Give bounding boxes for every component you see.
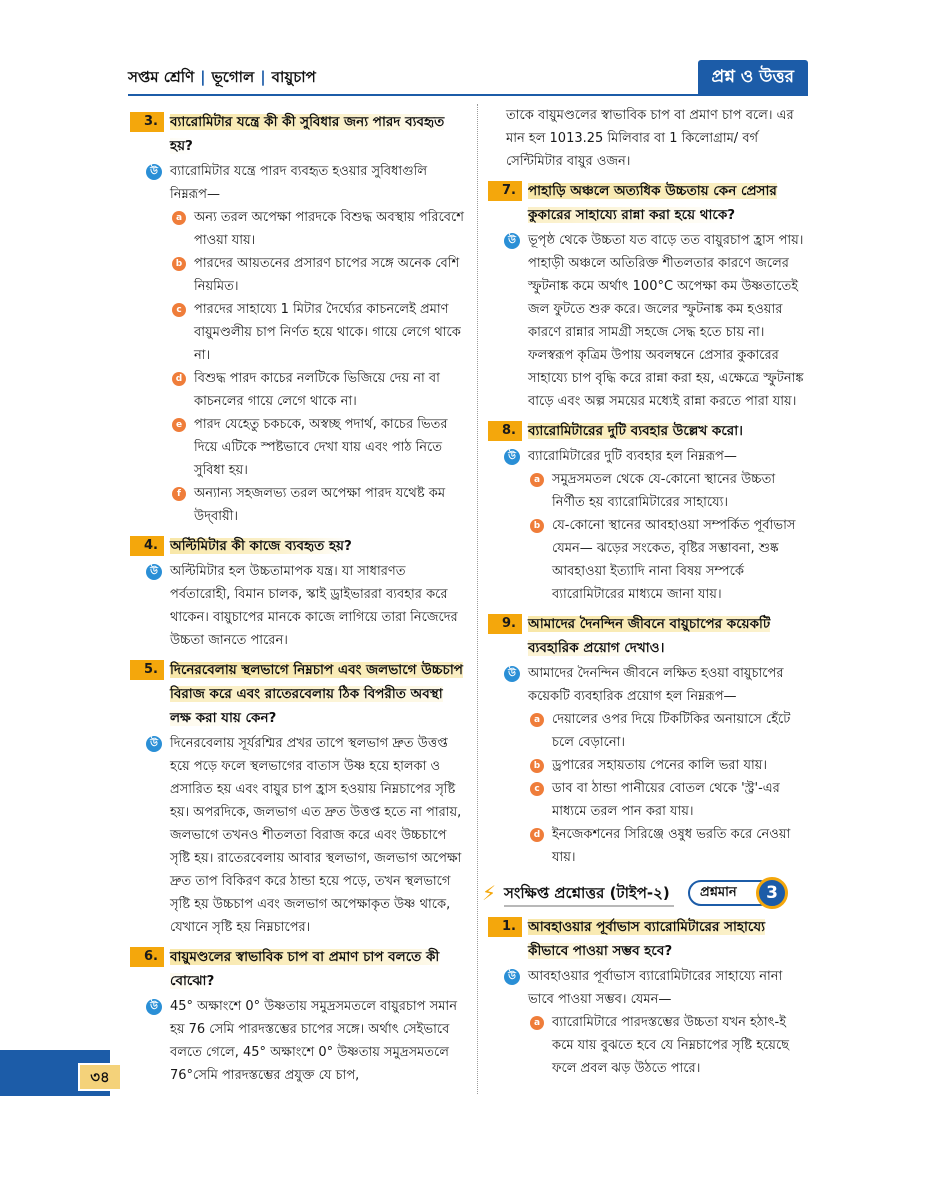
question-text: বায়ুমণ্ডলের স্বাভাবিক চাপ বা প্রমাণ চাপ বলতে কী বোঝো?	[170, 949, 440, 989]
option-text: অন্যান্য সহজলভ্য তরল অপেক্ষা পারদ যথেষ্ট কম উদ্‌বায়ী।	[194, 486, 446, 524]
answer	[150, 995, 468, 1087]
question-heading	[502, 419, 808, 443]
question-heading	[502, 179, 808, 227]
answer-text: দিনেরবেলায় সূর্যরশ্মির প্রখর তাপে স্থলভাগ দ্রুত উত্তপ্ত হয়ে পড়ে ফলে স্থলভাগের বাতাস উষ্ণ হয়ে হালকা ও প্রসারিত হয় এবং বায়ুর চাপ হ্রাস হওয়ায় নিম্নচাপের সৃষ্টি হয়। অপরদিকে, জলভাগ এত দ্রুত উত্তপ্ত হতে না পারায়, জলভাগে তখনও শীতলতা বিরাজ করে এবং উচ্চচাপে সৃষ্টি হয়। রাতেরবেলায় আবার স্থলভাগ, জলভাগ অপেক্ষা দ্রুত তাপ বিকিরণ করে ঠান্ডা হয়ে পড়ে, তখন স্থলভাগে সৃষ্টি হয় উচ্চচাপ এবং জলভাগ অপেক্ষাকৃত উষ্ণ থাকে, যেখানে সৃষ্টি হয় নিম্নচাপের।	[170, 736, 462, 935]
question-block-7	[486, 179, 808, 413]
question-number: 6.	[130, 947, 164, 967]
option-bullet-icon: b	[530, 519, 544, 533]
option-text: অন্য তরল অপেক্ষা পারদকে বিশুদ্ধ অবস্থায় পরিবেশে পাওয়া যায়।	[194, 210, 464, 248]
option-text: পারদের আয়তনের প্রসারণ চাপের সঙ্গে অনেক বেশি নিয়মিত।	[194, 256, 460, 294]
option-bullet-icon: f	[172, 487, 186, 501]
option-text: ড্রপারের সহায়তায় পেনের কালি ভরা যায়।	[552, 758, 768, 773]
question-number: 3.	[130, 112, 164, 132]
question-number: 5.	[130, 660, 164, 680]
option-bullet-icon: a	[530, 473, 544, 487]
option-item	[528, 514, 808, 606]
option-text: ইনজেকশনের সিরিঞ্জে ওষুধ ভরতি করে নেওয়া যায়।	[552, 827, 791, 865]
question-text: ব্যারোমিটার যন্ত্রে কী কী সুবিধার জন্য পারদ ব্যবহৃত হয়?	[170, 114, 445, 154]
option-item	[170, 413, 468, 482]
section-badge: প্রশ্ন ও উত্তর	[698, 60, 809, 96]
question-heading	[502, 915, 808, 963]
option-item	[170, 206, 468, 252]
option-text: ব্যারোমিটারে পারদস্তম্ভের উচ্চতা যখন হঠাৎ-ই কমে যায় বুঝতে হবে যে নিম্নচাপের সৃষ্টি হয়েছে ফলে প্রবল ঝড় উঠতে পারে।	[552, 1015, 790, 1076]
answer-icon: উ	[504, 449, 520, 465]
answer-icon: উ	[504, 969, 520, 985]
question-block-5	[128, 658, 468, 939]
header-rule	[128, 94, 808, 96]
option-text: সমুদ্রসমতল থেকে যে-কোনো স্থানের উচ্চতা নির্ণীত হয় ব্যারোমিটারের সাহায্যে।	[552, 472, 776, 510]
option-text: যে-কোনো স্থানের আবহাওয়া সম্পর্কিত পূর্বাভাস যেমন— ঝড়ের সংকেত, বৃষ্টির সম্ভাবনা, শুষ্ক আবহাওয়া ইত্যাদি নানা বিষয় সম্পর্কে ব্যারোমিটারের মাধ্যমে জানা যায়।	[552, 518, 796, 602]
marks-pill: প্রশ্নমান	[688, 880, 773, 906]
answer-text: আমাদের দৈনন্দিন জীবনে লক্ষিত হওয়া বায়ুচাপের কয়েকটি ব্যবহারিক প্রয়োগ হল নিম্নরূপ—	[528, 666, 784, 704]
question-heading	[144, 110, 468, 158]
option-item	[528, 777, 808, 823]
question-number: 4.	[130, 536, 164, 556]
page-number: ৩৪	[78, 1063, 122, 1091]
column-divider	[477, 104, 478, 1094]
answer	[150, 732, 468, 939]
option-bullet-icon: a	[530, 1016, 544, 1030]
option-item	[528, 823, 808, 869]
question-number: 8.	[488, 421, 522, 441]
breadcrumb-class: সপ্তম শ্রেণি	[128, 68, 195, 86]
answer-icon: উ	[146, 564, 162, 580]
question-number: 9.	[488, 614, 522, 634]
answer-icon: উ	[146, 164, 162, 180]
page-header	[128, 60, 808, 96]
option-bullet-icon: a	[530, 713, 544, 727]
breadcrumb-separator: |	[200, 68, 206, 86]
option-item	[528, 754, 808, 777]
option-text: দেয়ালের ওপর দিয়ে টিকটিকির অনায়াসে হেঁটে চলে বেড়ানো।	[552, 712, 791, 750]
left-column	[128, 104, 468, 1087]
option-item	[528, 468, 808, 514]
question-heading	[144, 534, 468, 558]
short-question-block-1	[486, 915, 808, 1080]
question-block-8	[486, 419, 808, 606]
answer-text: ব্যারোমিটারের দুটি ব্যবহার হল নিম্নরূপ—	[528, 449, 737, 464]
question-text: অল্টিমিটার কী কাজে ব্যবহৃত হয়?	[170, 538, 352, 554]
option-text: পারদের সাহায্যে 1 মিটার দৈর্ঘ্যের কাচনলেই প্রমাণ বায়ুমণ্ডলীয় চাপ নির্ণত হয়ে থাকে। গায়ে লেগে থাকে না।	[194, 302, 461, 363]
answer-icon: উ	[504, 233, 520, 249]
question-number: 1.	[488, 917, 522, 937]
answer-continuation	[486, 104, 808, 173]
question-heading	[502, 612, 808, 660]
option-bullet-icon: c	[530, 782, 544, 796]
option-item	[170, 298, 468, 367]
short-question-type-banner	[482, 877, 808, 909]
question-block-9	[486, 612, 808, 869]
answer-text: 45° অক্ষাংশে 0° উষ্ণতায় সমুদ্রসমতলে বায়ুরচাপ সমান হয় 76 সেমি পারদস্তম্ভের চাপের সঙ্গে। অর্থাৎ সেইভাবে বলতে গেলে, 45° অক্ষাংশে 0° উষ্ণতায় সমুদ্রসমতলে 76°সেমি পারদস্তম্ভের প্রযুক্ত যে চাপ,	[170, 999, 457, 1083]
question-block-6	[128, 945, 468, 1087]
answer	[150, 560, 468, 652]
question-heading	[144, 945, 468, 993]
banner-title: সংক্ষিপ্ত প্রশ্নোত্তর (টাইপ-২)	[504, 884, 670, 902]
option-bullet-icon: d	[172, 372, 186, 386]
option-text: ডাব বা ঠান্ডা পানীয়ের বোতল থেকে 'স্ট্র'-এর মাধ্যমে তরল পান করা যায়।	[552, 781, 780, 819]
lightning-icon: ⚡	[482, 881, 497, 905]
question-text: আবহাওয়ার পূর্বাভাস ব্যারোমিটারের সাহায্যে কীভাবে পাওয়া সম্ভব হবে?	[528, 919, 766, 959]
answer-text: আবহাওয়ার পূর্বাভাস ব্যারোমিটারের সাহায্যে নানা ভাবে পাওয়া সম্ভব। যেমন—	[528, 969, 783, 1007]
breadcrumb	[128, 66, 316, 91]
answer-icon: উ	[146, 999, 162, 1015]
answer-text: ভূপৃষ্ঠ থেকে উচ্চতা যত বাড়ে তত বায়ুরচাপ হ্রাস পায়। পাহাড়ী অঞ্চলে অতিরিক্ত শীতলতার কারণে জলের স্ফুটনাঙ্ক কমে অর্থাৎ 100°C অপেক্ষা কম উষ্ণতাতেই জল ফুটতে শুরু করে। জলের স্ফুটনাঙ্ক কম হওয়ার কারণে রান্নার সামগ্রী সহজে সেদ্ধ হতে চায় না। ফলস্বরূপ কৃত্রিম উপায় অবলম্বনে প্রেসার কুকারের সাহায্যে চাপ বৃদ্ধি করে রান্না করা হয়, এক্ষেত্রে স্ফুটনাঙ্ক বাড়ে এবং অল্প সময়ের মধ্যেই রান্না করতে পারা যায়।	[528, 233, 804, 409]
answer	[150, 160, 468, 206]
question-block-3	[128, 110, 468, 528]
right-column	[482, 104, 808, 1080]
breadcrumb-chapter: বায়ুচাপ	[271, 68, 316, 86]
option-item	[170, 252, 468, 298]
breadcrumb-subject: ভূগোল	[211, 68, 255, 86]
option-bullet-icon: a	[172, 211, 186, 225]
question-text: দিনেরবেলায় স্থলভাগে নিম্নচাপ এবং জলভাগে উচ্চচাপ বিরাজ করে এবং রাতেরবেলায় ঠিক বিপরীত অবস্থা লক্ষ করা যায় কেন?	[170, 662, 463, 726]
question-text: পাহাড়ি অঞ্চলে অত্যধিক উচ্চতায় কেন প্রেসার কুকারের সাহায্যে রান্না করা হয়ে থাকে?	[528, 183, 777, 223]
banner-underline	[504, 905, 674, 907]
question-number: 7.	[488, 181, 522, 201]
answer-icon: উ	[504, 666, 520, 682]
question-block-4	[128, 534, 468, 652]
answer	[508, 662, 808, 708]
option-text: পারদ যেহেতু চকচকে, অস্বচ্ছ পদার্থ, কাচের ভিতর দিয়ে এটিকে স্পষ্টভাবে দেখা যায় এবং পাঠ নিতে সুবিধা হয়।	[194, 417, 448, 478]
option-text: বিশুদ্ধ পারদ কাচের নলটিকে ভিজিয়ে দেয় না বা কাচনলের গায়ে লেগে থাকে না।	[194, 371, 440, 409]
option-bullet-icon: b	[172, 257, 186, 271]
answer-text: তাকে বায়ুমণ্ডলের স্বাভাবিক চাপ বা প্রমাণ চাপ বলে। এর মান হল 1013.25 মিলিবার বা 1 কিলোগ্রাম/ বর্গ সেন্টিমিটার বায়ুর ওজন।	[506, 108, 794, 169]
option-bullet-icon: e	[172, 418, 186, 432]
answer-text: ব্যারোমিটার যন্ত্রে পারদ ব্যবহৃত হওয়ার সুবিধাগুলি নিম্নরূপ—	[170, 164, 428, 202]
marks-value: 3	[756, 877, 788, 909]
option-item	[170, 367, 468, 413]
option-item	[528, 708, 808, 754]
question-text: ব্যারোমিটারের দুটি ব্যবহার উল্লেখ করো।	[528, 423, 743, 439]
answer-text: অল্টিমিটার হল উচ্চতামাপক যন্ত্র। যা সাধারণত পর্বতারোহী, বিমান চালক, স্কাই ড্রাইভাররা ব্যবহার করে থাকেন। বায়ুচাপের মানকে কাজে লাগিয়ে তারা নিজেদের উচ্চতা জানতে পারেন।	[170, 564, 458, 648]
option-item	[170, 482, 468, 528]
answer	[508, 445, 808, 468]
option-bullet-icon: b	[530, 759, 544, 773]
breadcrumb-separator: |	[260, 68, 266, 86]
answer-icon: উ	[146, 736, 162, 752]
option-item	[528, 1011, 808, 1080]
question-heading	[144, 658, 468, 730]
answer	[508, 229, 808, 413]
answer	[508, 965, 808, 1011]
option-bullet-icon: c	[172, 303, 186, 317]
question-text: আমাদের দৈনন্দিন জীবনে বায়ুচাপের কয়েকটি ব্যবহারিক প্রয়োগ দেখাও।	[528, 616, 771, 656]
option-bullet-icon: d	[530, 828, 544, 842]
